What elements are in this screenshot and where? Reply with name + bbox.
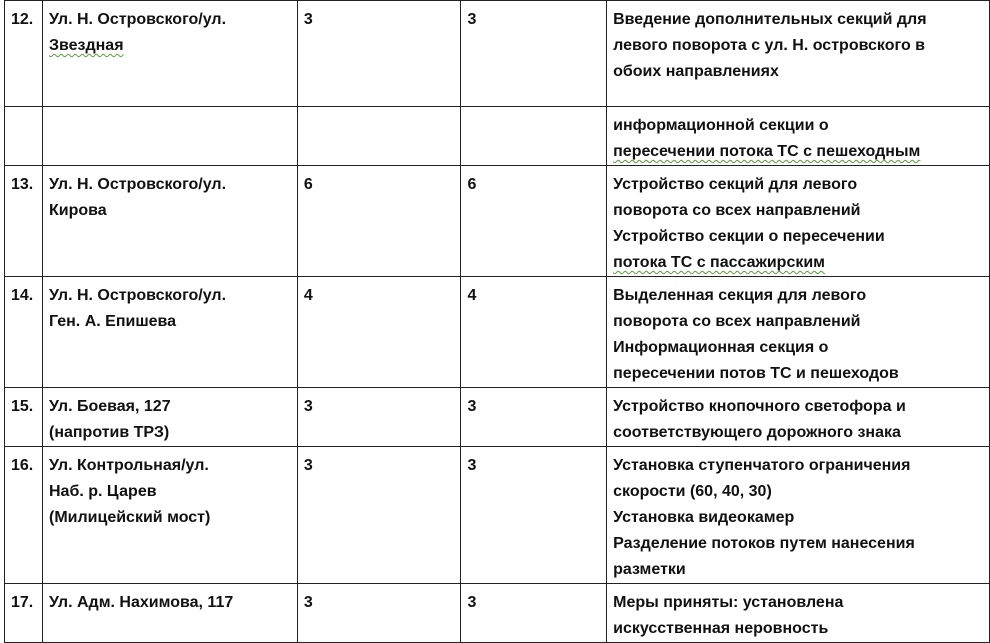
measure-line: искусственная неровность [613, 620, 829, 637]
count-cell [461, 107, 607, 166]
location-line: Ул. Н. Островского/ул. [48, 287, 227, 304]
table-row [5, 166, 990, 277]
measure-line: Устройство кнопочного светофора и [613, 398, 906, 415]
measure-line: Разделение потоков путем нанесения [613, 535, 915, 552]
location-line: Наб. р. Царев [48, 483, 157, 500]
measure-line: обоих направлениях [613, 63, 779, 80]
location-line: Звездная [48, 37, 124, 54]
measures-cell [607, 166, 990, 277]
measure-line: пересечении потов ТС и пешеходов [613, 365, 899, 382]
measure-line: Устройство секции о пересечении [613, 228, 885, 245]
measure-line: соответствующего дорожного знака [613, 424, 901, 441]
count-cell: 4 [297, 277, 461, 388]
count-cell: 3 [461, 447, 607, 584]
count-cell: 6 [461, 166, 607, 277]
count-cell: 3 [461, 1, 607, 107]
measures-cell [607, 107, 990, 166]
count-cell: 3 [297, 388, 461, 447]
table-row [5, 447, 990, 584]
location-cell [42, 447, 297, 584]
measure-line: Меры приняты: установлена [613, 594, 844, 611]
location-line: Ул. Адм. Нахимова, 117 [48, 594, 234, 611]
row-number: 12. [5, 1, 43, 107]
count-cell [297, 107, 461, 166]
row-number [5, 107, 43, 166]
measures-cell [607, 584, 990, 643]
measure-line: разметки [613, 561, 686, 578]
location-line: Ул. Н. Островского/ул. [48, 176, 227, 193]
location-line: Кирова [48, 202, 107, 219]
location-line: Ул. Н. Островского/ул. [48, 11, 227, 28]
location-cell [42, 388, 297, 447]
table-row [5, 584, 990, 643]
measures-cell [607, 447, 990, 584]
measure-line: скорости (60, 40, 30) [613, 483, 772, 500]
measure-line: Информационная секция о [613, 339, 829, 356]
measure-line: потока ТС с пассажирским [613, 254, 826, 271]
measure-line: поворота со всех направлений [613, 202, 861, 219]
count-cell: 3 [297, 1, 461, 107]
measure-line: Установка ступенчатого ограничения [613, 457, 911, 474]
location-line: Ген. А. Епишева [48, 313, 177, 330]
row-number: 13. [5, 166, 43, 277]
measure-line: Выделенная секция для левого [613, 287, 867, 304]
location-line: (напротив ТРЗ) [48, 424, 170, 441]
table-row [5, 388, 990, 447]
count-cell: 3 [297, 584, 461, 643]
count-cell: 6 [297, 166, 461, 277]
measures-cell [607, 388, 990, 447]
location-cell [42, 107, 297, 166]
measure-line: информационной секции о [613, 117, 829, 134]
table-row [5, 277, 990, 388]
location-line: (Милицейский мост) [48, 509, 211, 526]
location-cell [42, 166, 297, 277]
location-text: Ул. Контрольная/ул. [48, 457, 209, 474]
measure-line: поворота со всех направлений [613, 313, 861, 330]
count-cell: 4 [461, 277, 607, 388]
table-row [5, 1, 990, 107]
row-number: 17. [5, 584, 43, 643]
count-cell: 3 [461, 388, 607, 447]
location-cell [42, 277, 297, 388]
traffic-measures-table [4, 0, 990, 643]
measure-line: пересечении потока ТС с пешеходным [613, 143, 921, 160]
measure-line: Устройство секций для левого [613, 176, 858, 193]
row-number: 16. [5, 447, 43, 584]
location-line: Ул. Боевая, 127 [48, 398, 171, 415]
measure-line: Установка видеокамер [613, 509, 795, 526]
location-line [49, 453, 293, 479]
location-cell [42, 1, 297, 107]
location-cell [42, 584, 297, 643]
measures-cell [607, 1, 990, 107]
row-number: 14. [5, 277, 43, 388]
table-row [5, 107, 990, 166]
count-cell: 3 [461, 584, 607, 643]
measure-line: Введение дополнительных секций для [613, 11, 927, 28]
row-number: 15. [5, 388, 43, 447]
measure-line: левого поворота с ул. Н. островского в [613, 37, 925, 54]
count-cell: 3 [297, 447, 461, 584]
measures-cell [607, 277, 990, 388]
